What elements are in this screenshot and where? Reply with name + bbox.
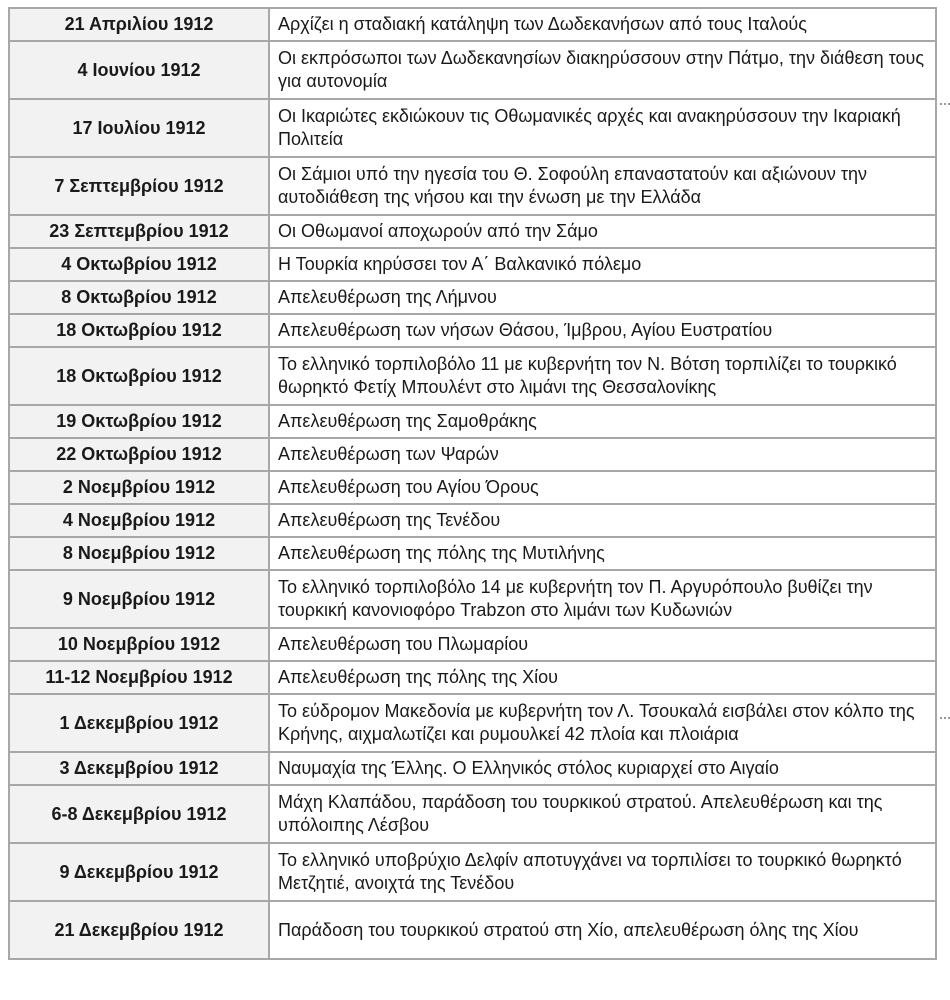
date-cell: 8 Οκτωβρίου 1912: [9, 281, 269, 314]
date-cell: 18 Οκτωβρίου 1912: [9, 314, 269, 347]
table-row: [9, 661, 936, 694]
date-cell: 4 Οκτωβρίου 1912: [9, 248, 269, 281]
table-row: [9, 570, 936, 628]
event-cell: Μάχη Κλαπάδου, παράδοση του τουρκικού στρατού. Απελευθέρωση και της υπόλοιπης Λέσβου: [269, 785, 936, 843]
event-cell: Απελευθέρωση της πόλης της Χίου: [269, 661, 936, 694]
date-cell: 19 Οκτωβρίου 1912: [9, 405, 269, 438]
event-cell: Αρχίζει η σταδιακή κατάληψη των Δωδεκανήσων από τους Ιταλούς: [269, 8, 936, 41]
event-cell: Το ελληνικό τορπιλοβόλο 14 με κυβερνήτη τον Π. Αργυρόπουλο βυθίζει την τουρκική κανονιοφόρο Trabzon στο λιμάνι των Κυδωνιών: [269, 570, 936, 628]
date-cell: 21 Απριλίου 1912: [9, 8, 269, 41]
event-cell: Το εύδρομον Μακεδονία με κυβερνήτη τον Λ. Τσουκαλά εισβάλει στον κόλπο της Κρήνης, αιχμαλωτίζει και ρυμουλκεί 42 πλοία και πλοιάρια: [269, 694, 936, 752]
event-cell: Το ελληνικό υποβρύχιο Δελφίν αποτυγχάνει να τορπιλίσει το τουρκικό θωρηκτό Μετζητιέ, ανοιχτά της Τενέδου: [269, 843, 936, 901]
event-cell: Απελευθέρωση του Πλωμαρίου: [269, 628, 936, 661]
event-cell: Απελευθέρωση των Ψαρών: [269, 438, 936, 471]
event-cell: Το ελληνικό τορπιλοβόλο 11 με κυβερνήτη τον Ν. Βότση τορπιλίζει το τουρκικό θωρηκτό Φετίχ Μπουλέντ στο λιμάνι της Θεσσαλονίκης: [269, 347, 936, 405]
timeline-table: [8, 7, 937, 960]
date-cell: 6-8 Δεκεμβρίου 1912: [9, 785, 269, 843]
table-row: [9, 99, 936, 157]
table-row: [9, 537, 936, 570]
edge-dotted-marker: [940, 103, 950, 105]
table-row: [9, 752, 936, 785]
table-row: [9, 41, 936, 99]
date-cell: 8 Νοεμβρίου 1912: [9, 537, 269, 570]
date-cell: 4 Νοεμβρίου 1912: [9, 504, 269, 537]
date-cell: 2 Νοεμβρίου 1912: [9, 471, 269, 504]
event-cell: Απελευθέρωση της Λήμνου: [269, 281, 936, 314]
date-cell: 1 Δεκεμβρίου 1912: [9, 694, 269, 752]
date-cell: 3 Δεκεμβρίου 1912: [9, 752, 269, 785]
date-cell: 9 Νοεμβρίου 1912: [9, 570, 269, 628]
event-cell: Απελευθέρωση της πόλης της Μυτιλήνης: [269, 537, 936, 570]
table-row: [9, 471, 936, 504]
date-cell: 11-12 Νοεμβρίου 1912: [9, 661, 269, 694]
date-cell: 4 Ιουνίου 1912: [9, 41, 269, 99]
table-row: [9, 215, 936, 248]
date-cell: 22 Οκτωβρίου 1912: [9, 438, 269, 471]
date-cell: 17 Ιουλίου 1912: [9, 99, 269, 157]
table-row: [9, 347, 936, 405]
date-cell: 23 Σεπτεμβρίου 1912: [9, 215, 269, 248]
table-row: [9, 438, 936, 471]
event-cell: Παράδοση του τουρκικού στρατού στη Χίο, απελευθέρωση όλης της Χίου: [269, 901, 936, 959]
event-cell: Οι Οθωμανοί αποχωρούν από την Σάμο: [269, 215, 936, 248]
timeline-body: [9, 8, 936, 959]
event-cell: Οι εκπρόσωποι των Δωδεκανησίων διακηρύσσουν στην Πάτμο, την διάθεση τους για αυτονομία: [269, 41, 936, 99]
event-cell: Απελευθέρωση της Σαμοθράκης: [269, 405, 936, 438]
table-row: [9, 785, 936, 843]
date-cell: 18 Οκτωβρίου 1912: [9, 347, 269, 405]
event-cell: Οι Σάμιοι υπό την ηγεσία του Θ. Σοφούλη επαναστατούν και αξιώνουν την αυτοδιάθεση της νήσου και την ένωση με την Ελλάδα: [269, 157, 936, 215]
date-cell: 10 Νοεμβρίου 1912: [9, 628, 269, 661]
table-row: [9, 248, 936, 281]
table-row: [9, 281, 936, 314]
edge-dotted-marker: [940, 717, 950, 719]
event-cell: Απελευθέρωση του Αγίου Όρους: [269, 471, 936, 504]
event-cell: Οι Ικαριώτες εκδιώκουν τις Οθωμανικές αρχές και ανακηρύσσουν την Ικαριακή Πολιτεία: [269, 99, 936, 157]
event-cell: Απελευθέρωση των νήσων Θάσου, Ίμβρου, Αγίου Ευστρατίου: [269, 314, 936, 347]
table-row: [9, 157, 936, 215]
event-cell: Ναυμαχία της Έλλης. Ο Ελληνικός στόλος κυριαρχεί στο Αιγαίο: [269, 752, 936, 785]
table-row: [9, 628, 936, 661]
date-cell: 21 Δεκεμβρίου 1912: [9, 901, 269, 959]
date-cell: 7 Σεπτεμβρίου 1912: [9, 157, 269, 215]
table-row: [9, 314, 936, 347]
table-row: [9, 694, 936, 752]
table-row: [9, 8, 936, 41]
table-row: [9, 504, 936, 537]
table-row: [9, 843, 936, 901]
table-row: [9, 901, 936, 959]
date-cell: 9 Δεκεμβρίου 1912: [9, 843, 269, 901]
event-cell: Η Τουρκία κηρύσσει τον Α΄ Βαλκανικό πόλεμο: [269, 248, 936, 281]
event-cell: Απελευθέρωση της Τενέδου: [269, 504, 936, 537]
table-row: [9, 405, 936, 438]
